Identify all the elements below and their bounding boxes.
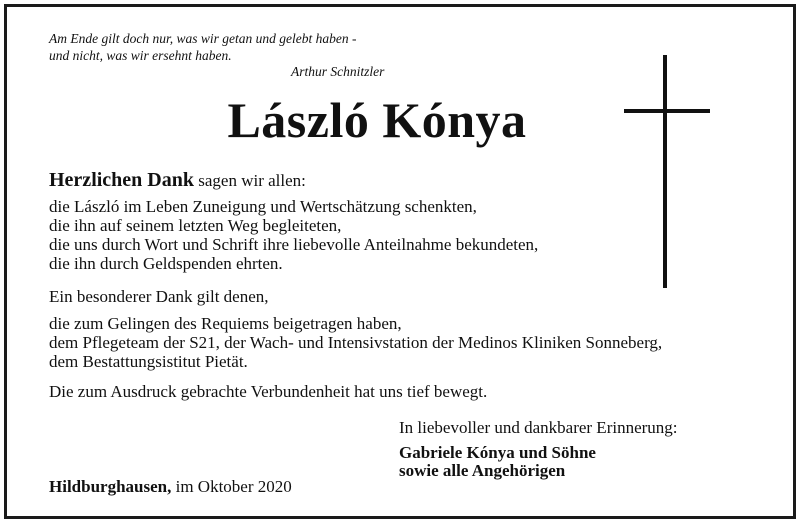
place-date (49, 477, 292, 497)
special-intro: Ein besonderer Dank gilt denen, (49, 287, 269, 306)
thanks-bold: Herzlichen Dank (49, 169, 194, 191)
thanks-rest: sagen wir allen: (194, 171, 306, 190)
place-date-text: im Oktober 2020 (171, 477, 292, 496)
special-line: die zum Gelingen des Requiems beigetragen haben, (49, 314, 402, 333)
deceased-name: László Kónya (227, 92, 527, 148)
family-line: Gabriele Kónya und Söhne (399, 443, 596, 462)
recipient-line: die László im Leben Zuneigung und Wertschätzung schenkten, (49, 197, 477, 216)
quote-line: Am Ende gilt doch nur, was wir getan und gelebt haben - (49, 31, 357, 46)
quote-line: und nicht, was wir ersehnt haben. (49, 48, 232, 63)
special-list (49, 314, 662, 371)
place-city: Hildburghausen, (49, 477, 172, 496)
family-line: sowie alle Angehörigen (399, 461, 566, 480)
memory-line: In liebevoller und dankbarer Erinnerung: (399, 418, 678, 437)
special-line: dem Bestattungsistitut Pietät. (49, 352, 248, 371)
thanks-heading (49, 169, 306, 192)
recipient-line: die ihn auf seinem letzten Weg begleiteten, (49, 216, 342, 235)
recipient-line: die uns durch Wort und Schrift ihre liebevolle Anteilnahme bekundeten, (49, 235, 539, 254)
special-line: dem Pflegeteam der S21, der Wach- und Intensivstation der Medinos Kliniken Sonneberg, (49, 333, 663, 352)
cross-icon (663, 55, 667, 288)
quote-author: Arthur Schnitzler (291, 64, 385, 79)
quote (49, 30, 356, 64)
cross-icon-bar (624, 109, 710, 113)
recipient-line: die ihn durch Geldspenden ehrten. (49, 254, 283, 273)
family-signature (399, 444, 596, 480)
recipients-list (49, 197, 538, 273)
obituary-card (4, 4, 796, 519)
closing-text: Die zum Ausdruck gebrachte Verbundenheit hat uns tief bewegt. (49, 382, 488, 401)
